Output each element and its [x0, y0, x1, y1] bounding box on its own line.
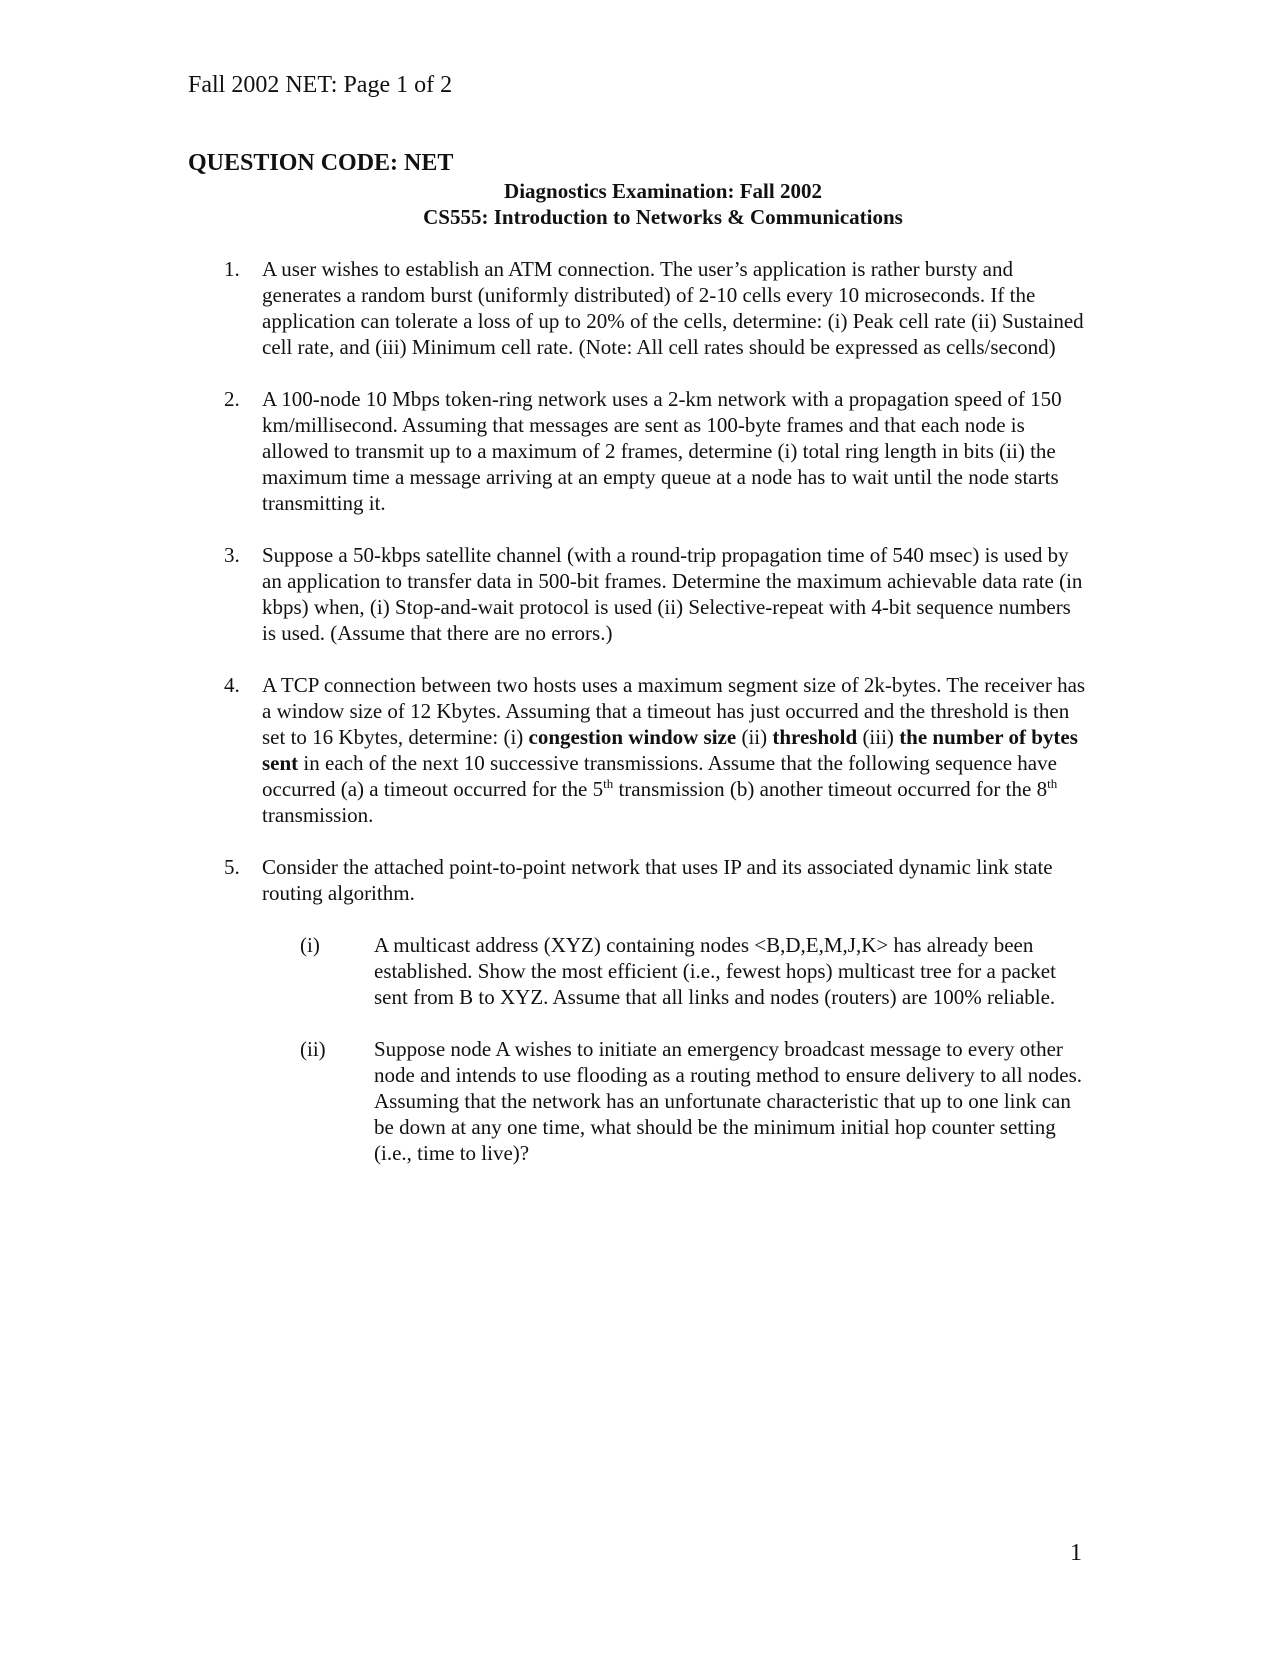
question-text-part: transmission (b) another timeout occurred for the 8	[613, 777, 1048, 801]
question-text-part: in each of the next 10 successive transmissions. Assume that the following sequence have occurred (a) a timeout occurred for the 5	[262, 751, 1057, 801]
question-text	[262, 672, 1088, 828]
question-text: Consider the attached point-to-point network that uses IP and its associated dynamic link state routing algorithm.	[262, 855, 1053, 905]
question-code: QUESTION CODE: NET	[188, 150, 454, 176]
subpart-text: Suppose node A wishes to initiate an emergency broadcast message to every other node and intends to use flooding as a routing method to ensure delivery to all nodes. Assuming that the network has an unfortunate characteristic that up to one link can be down at any one time, what should be the minimum initial hop counter setting (i.e., time to live)?	[374, 1037, 1083, 1165]
question-4	[188, 672, 1088, 828]
question-text-part: (iii)	[857, 725, 900, 749]
question-2	[188, 386, 1088, 516]
subpart-number: (ii)	[300, 1037, 326, 1061]
question-5	[188, 854, 1088, 1166]
question-number: 1.	[224, 257, 240, 281]
question-text: A 100-node 10 Mbps token-ring network uses a 2-km network with a propagation speed of 150 km/millisecond. Assuming that messages are sent as 100-byte frames and that each node is allowed to transmit up to a maximum of 2 frames, determine (i) total ring length in bits (ii) the maximum time a message arriving at an empty queue at a node has to wait until the node starts transmitting it.	[262, 387, 1062, 515]
subpart-i	[262, 932, 1088, 1010]
bold-term-congestion-window: congestion window size	[528, 725, 737, 749]
question-1	[188, 256, 1088, 360]
question-number: 2.	[224, 387, 240, 411]
page-number: 1	[1070, 1540, 1082, 1566]
question-text-part: A TCP connection between two hosts uses a maximum segment size of 2k-bytes. The receiver has a window size of 12 Kbytes. Assuming that a timeout has just occurred and the threshold is then set to 16 Kbytes, determine: (i)	[262, 673, 1086, 749]
exam-title-line-1: Diagnostics Examination: Fall 2002	[504, 179, 822, 203]
question-list	[188, 256, 1088, 1192]
question-number: 5.	[224, 855, 240, 879]
subpart-number: (i)	[300, 933, 320, 957]
running-header: Fall 2002 NET: Page 1 of 2	[188, 72, 453, 98]
question-number: 4.	[224, 673, 240, 697]
question-5-subparts	[262, 932, 1088, 1166]
subpart-text: A multicast address (XYZ) containing nodes <B,D,E,M,J,K> has already been established. Show the most efficient (i.e., fewest hops) multicast tree for a packet sent from B to XYZ. Assume that all links and nodes (routers) are 100% reliable.	[374, 933, 1056, 1009]
question-text: A user wishes to establish an ATM connection. The user’s application is rather bursty and generates a random burst (uniformly distributed) of 2-10 cells every 10 microseconds. If the application can tolerate a loss of up to 20% of the cells, determine: (i) Peak cell rate (ii) Sustained cell rate, and (iii) Minimum cell rate. (Note: All cell rates should be expressed as cells/second)	[262, 257, 1084, 359]
question-text-part: transmission.	[262, 803, 374, 827]
bold-term-bytes-sent: the number of bytes sent	[262, 725, 1078, 775]
exam-title-line-2: CS555: Introduction to Networks & Communications	[423, 205, 903, 229]
ordinal-superscript: th	[603, 776, 614, 791]
bold-term-threshold: threshold	[772, 725, 858, 749]
ordinal-superscript: th	[1047, 776, 1058, 791]
exam-title	[188, 178, 1138, 230]
question-3	[188, 542, 1088, 646]
question-text: Suppose a 50-kbps satellite channel (with a round-trip propagation time of 540 msec) is used by an application to transfer data in 500-bit frames. Determine the maximum achievable data rate (in kbps) when, (i) Stop-and-wait protocol is used (ii) Selective-repeat with 4-bit sequence numbers is used. (Assume that there are no errors.)	[262, 543, 1083, 645]
subpart-ii	[262, 1036, 1088, 1166]
question-text-part: (ii)	[736, 725, 773, 749]
question-number: 3.	[224, 543, 240, 567]
